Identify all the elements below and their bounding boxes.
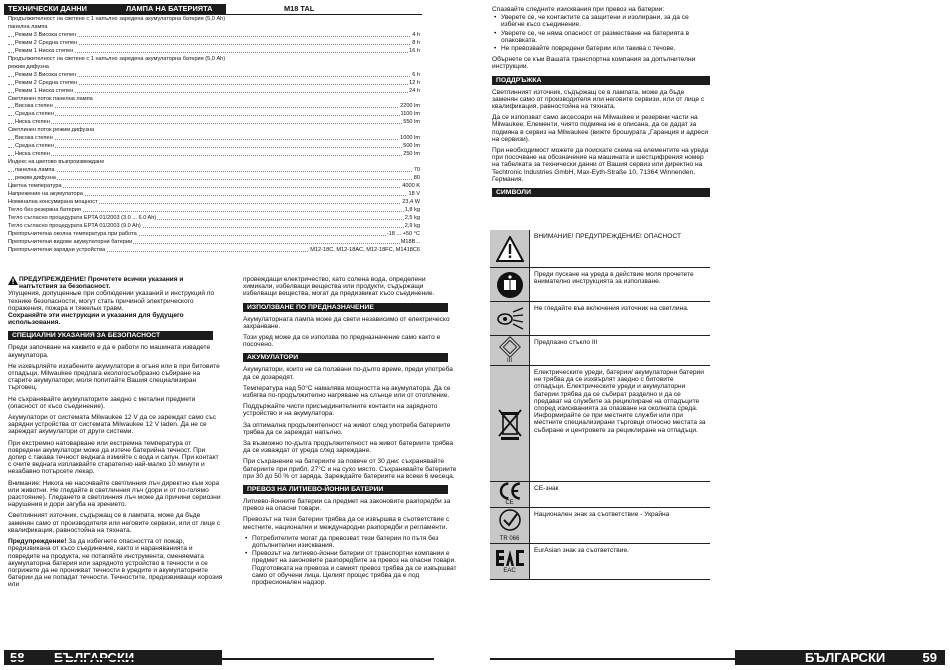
spec-label: Режим 1 Ниска степен — [15, 47, 74, 54]
transport-after: Обърнете се към Вашата транспортна компания за допълнителни инструкции. — [492, 56, 696, 71]
spec-value: M18B... — [400, 238, 420, 245]
spec-row — [8, 175, 420, 182]
spec-row — [8, 111, 420, 118]
symbol-description: CE-знак — [534, 485, 559, 492]
footer-rule-right — [490, 658, 740, 660]
spec-label: Ниска степен — [15, 151, 50, 158]
support-paragraph: Светлинният източник, съдържащ се в лампата, може да бъде заменян само от производителя или неговите сервизи, или от лице с квалификация, равностойна на тяхната. — [492, 88, 705, 111]
battery-paragraph: Поддържайте чисти присъединителните контакти на зарядното устройство и на акумулатора. — [243, 403, 438, 418]
battery-paragraph: За възможно по-дълга продължителност на живот батериите трябва да се изваждат от уреда след зареждане. — [243, 440, 454, 455]
safety-paragraph: Не изхвърляйте изхабените акумулатори в огъня или в при битовите отпадъци. Milwaukee предлага екологосъобразно събиране на старите акумулатори; моля попитайте Вашия специализиран търговец. — [8, 362, 220, 392]
spec-label: Режим 1 Ниска степен — [15, 87, 74, 94]
spec-row — [8, 231, 420, 238]
spec-value: 24 h — [409, 87, 420, 94]
symbol-mark: CE — [505, 500, 514, 506]
column-2 — [243, 276, 458, 590]
symbol-description: Предпазно стъкло III — [534, 339, 598, 346]
symbol-row — [490, 482, 710, 508]
symbol-row — [490, 336, 710, 366]
spec-label: Тегло съгласно процедурата EPTA 01/2003 (9.0 Ah) — [8, 222, 141, 229]
spec-value: 18 V — [408, 190, 420, 197]
spec-value: 70 — [413, 167, 420, 174]
spec-label: Продължителност на светене с 1 напълно заредена акумулаторна батерия (5,0 Ah) — [8, 55, 226, 62]
spec-row — [8, 183, 420, 190]
warning-triangle-icon — [490, 230, 530, 267]
spec-row — [8, 96, 420, 103]
spec-label: Ниска степен — [15, 119, 50, 126]
spec-value: 250 lm — [403, 151, 420, 158]
li-paragraph: Превозът на тези батерии трябва да се извършва в съответствие с местните, национални и международни разпоредби и регламенти. — [243, 516, 450, 531]
symbols-table — [490, 230, 710, 580]
spec-value: 12 h — [409, 79, 420, 86]
spec-row — [8, 215, 420, 222]
bullet-item: • Уверете се, че контактите са защитени и изолирани, за да се избегне късо съединение. — [492, 14, 710, 28]
spec-label: Продължителност на светене с 1 напълно заредена акумулаторна батерия (5,0 Ah) — [8, 16, 226, 22]
spec-value: 1000 lm — [400, 135, 420, 142]
footer-right — [735, 650, 945, 665]
spec-row — [8, 199, 420, 206]
language-right: БЪЛГАРСКИ — [805, 650, 886, 665]
fire-warning: Предупреждение! За да избегнете опасността от пожар, предизвикана от късо съединение, както и нараняванията и повредите на продукта, не потапяйте инструмента, сменяемата акумулаторна батерия или зарядното устройство в течности и се погрижете да не проникват течности в уредите и акумулаторните батерии да не попадат течности. Течностите, предизвикващи корозия или — [8, 538, 223, 589]
symbol-row — [490, 302, 710, 336]
header-rule — [4, 14, 422, 15]
spec-row — [8, 64, 420, 71]
section-symbols: СИМВОЛИ — [492, 188, 710, 197]
spec-row — [8, 127, 420, 134]
symbol-description: Преди пускане на уреда в действие моля прочетете внимателно инструкцията за използване. — [534, 271, 694, 286]
spec-label: Висока степен — [15, 103, 53, 110]
spec-row — [8, 80, 420, 87]
symbol-description: Електрическите уреди, батерии/ акумулаторни батерии не трябва да се изхвърлят заедно с битовите отпадъци. Електрическите уреди и акумулаторни батерии трябва да се събират разделно и да се предават на службите за рециклиране на отпадъците според изискванията за опазване на околната среда. Информирайте се при местните служби или при местните специализирани търговци относно местата за събиране и центровете за рециклиране на отпадъци. — [534, 369, 706, 434]
spec-row — [8, 40, 420, 47]
col2-intro: провеждащи електричество, като солена вода, определени химикали, избелващи вещества или продукти, съдържащи избелващи вещества, могат да предизвикат късо съединение. — [243, 276, 435, 298]
bullet-item: • Уверете се, че няма опасност от разместване на батерията в опаковката. — [492, 30, 710, 44]
spec-row — [8, 88, 420, 95]
spec-row — [8, 24, 420, 31]
spec-label: Светлинен поток режим дифузна — [8, 127, 95, 134]
spec-value: 80 — [413, 175, 420, 181]
spec-label: Цветна температура — [8, 182, 62, 189]
battery-paragraph: Температура над 50°C намалява мощността на акумулатора. Да се избягва по-продължително нагряване на слънце или от отопление. — [243, 384, 451, 400]
symbol-mark: TR 066 — [499, 536, 520, 542]
warning-body: Упущения, допущенные при соблюдении указаний и инструкций по технике безопасности, могут стать причиной электрического поражения, пожара и тяжелых травм. — [8, 290, 215, 312]
spec-row — [8, 56, 420, 63]
spec-row — [8, 103, 420, 110]
spec-label: Номинална консумирана мощност — [8, 198, 98, 205]
safety-paragraph: Акумулатори от системата Milwaukee 12 V да се зареждат само със зарядни устройства от системата Milwaukee 12 V laden. Да не се зареждат акумулатори от други системи. — [8, 414, 217, 436]
class-three-icon — [490, 336, 530, 365]
warning-keep: Сохраняйте эти инструкции и указания для будущего использования. — [8, 312, 184, 327]
symbol-row — [490, 230, 710, 268]
footer-rule-left — [4, 658, 434, 660]
support-paragraph: Да се използват само аксесоари на Milwaukee и резервни части на Milwaukee. Елементи, чиято подмяна не е описана, да се дадат за подмяна в сервиз на Milwaukee (вижте брошурата „Гаранция и адреси на сервизи). — [492, 114, 709, 143]
symbol-description: Национален знак за съответствие - Украйна — [534, 511, 670, 518]
safety-paragraph: Преди започване на каквито е да е работи по машината извадете акумулатора. — [8, 344, 211, 359]
spec-row — [8, 167, 420, 174]
spec-row — [8, 159, 420, 166]
spec-label: режим дифузна — [15, 175, 56, 181]
spec-value: 23,4 W — [402, 198, 420, 205]
spec-row — [8, 143, 420, 150]
column-1 — [8, 276, 223, 593]
bullet-item: • Превозът на литиево-йонни батерии от транспортни компании е предмет на законовите разпоредбите за превоз на опасни товари. Подготовката на превоза и самият превоз трябва да се извършват само от обучени лица. Целият процес трябва да е под професионален надзор. — [243, 550, 458, 586]
spec-value: -18 ... +50 °C — [386, 230, 420, 237]
spec-label: Средна степен — [15, 111, 54, 118]
spec-row — [8, 135, 420, 142]
spec-value: 6 h — [412, 71, 420, 78]
spec-label: Режим 2 Средна степен — [15, 79, 78, 86]
spec-value: 2200 lm — [400, 103, 420, 110]
battery-paragraph: Акумулатори, които не са ползвани по-дълго време, преди употреба да се дозаредят. — [243, 366, 453, 381]
spec-value: 8 h — [412, 39, 420, 46]
spec-row — [8, 16, 420, 23]
spec-label: Препоръчителни видове акумулаторни батерии — [8, 238, 133, 245]
bullet-item: • Не превозвайте повредени батерии или такива с течове. — [492, 45, 710, 52]
battery-paragraph: При съхранение на батериите за повече от 30 дни: съхранявайте батериите при прибл. 27°C и на сухо място. Съхранявайте батериите при 30 до 50 % от заряда. Зареждайте батериите на всеки 6 месеца. — [243, 458, 457, 480]
spec-row — [8, 247, 420, 254]
spec-value: 500 lm — [403, 143, 420, 150]
spec-label: Висока степен — [15, 135, 53, 142]
symbol-row — [490, 544, 710, 580]
safety-paragraph: Не съхранявайте акумулаторите заедно с метални предмети (опасност от късо съединение). — [8, 395, 196, 410]
spec-label: Режим 2 Средна степен — [15, 39, 78, 46]
symbol-description: EurAsian знак за съответствие. — [534, 547, 629, 554]
warning-triangle-icon — [8, 276, 18, 285]
spec-value: 16 h — [409, 47, 420, 54]
ukraine-conformity-icon — [490, 508, 530, 543]
spec-label: Средна степен — [15, 143, 54, 150]
spec-value: 1100 lm — [400, 111, 420, 118]
spec-label: Препоръчителна околна температура при работа — [8, 230, 137, 237]
spec-label: Индекс на цветово възпроизвеждане — [8, 159, 105, 166]
weee-bin-icon — [490, 366, 530, 481]
spec-label: панелна лампа — [8, 23, 48, 30]
spec-row — [8, 239, 420, 246]
spec-label: Тегло съгласно процедурата EPTA 01/2003 (3.0 ... 6.0 Ah) — [8, 214, 157, 221]
battery-paragraph: За оптимална продължителност на живот след употреба батериите трябва да се зареждат напълно. — [243, 421, 451, 436]
support-paragraph: При необходимост можете да поискате схема на елементите на уреда при посочване на обозначение на машината и шестцифрения номер на табелката за технически данни от Вашия сервиз или директно на Techtronic Industries GmbH, Max-Eyth-Straße 10, 71364 Winnenden, Германия. — [492, 147, 709, 183]
spec-row — [8, 72, 420, 79]
tech-data-header: ТЕХНИЧЕСКИ ДАННИ — [4, 4, 226, 14]
spec-value: 2,5 kg — [404, 214, 420, 221]
spec-label: Тегло без резервна батерия — [8, 206, 81, 213]
spec-label: Светлинен поток панелна лампа — [8, 95, 93, 102]
spec-row — [8, 119, 420, 126]
spec-value: 550 lm — [403, 119, 420, 126]
use-paragraph: Този уред може да се използва по предназначение само както е посочено. — [243, 334, 441, 349]
bullet-item: • Потребителите могат да превозват тези батерии по пътя без допълнителни изисквания. — [243, 535, 458, 549]
spec-value: 4 h — [412, 31, 420, 38]
symbol-description: Не гледайте във включения източник на светлина. — [534, 305, 689, 312]
section-support: ПОДДРЪЖКА — [492, 76, 710, 85]
model-name: M18 TAL — [284, 4, 315, 13]
use-paragraph: Акумулаторната лампа може да свети независимо от електрическо захранване. — [243, 315, 450, 330]
spec-row — [8, 207, 420, 214]
lamp-header: ЛАМПА НА БАТЕРИЯТА — [126, 4, 213, 13]
spec-label: режим дифузна — [8, 63, 49, 70]
spec-value: M12-18C, M12-18AC, M12-18FC, M1418C6 — [310, 246, 420, 253]
spec-value: 1,8 kg — [404, 206, 420, 213]
warning-title: ПРЕДУПРЕЖДЕНИЕ! Прочетете всички указания и напътствия за безопасност. — [19, 276, 184, 291]
spec-row — [8, 223, 420, 230]
spec-row — [8, 48, 420, 55]
spec-label: Режим 3 Висока степен — [15, 31, 77, 38]
spec-value: 4000 K — [402, 182, 420, 189]
spec-label: Препоръчителни зарядни устройства — [8, 246, 106, 253]
transport-intro: Спазвайте следните изисквания при превоз на батерии: — [492, 6, 665, 13]
page-number-left: 58 — [10, 650, 25, 665]
eac-mark-icon — [490, 544, 530, 579]
spec-row — [8, 32, 420, 39]
symbol-row — [490, 366, 710, 482]
page-number-right: 59 — [922, 650, 937, 665]
symbol-row — [490, 268, 710, 302]
symbol-description: ВНИМАНИЕ! ПРЕДУПРЕЖДЕНИЕ! ОПАСНОСТ — [534, 233, 682, 240]
safety-paragraph: Внимание: Никога не насочвайте светлинния лъч директно към хора или животни. Не гледайте в светлинния лъч (дори и от по-голямо разстояние). Гледането в светлинния лъч може да причини сериозни нарушения и дори загуба на зрението. — [8, 479, 221, 509]
section-intended-use: ИЗПОЛЗВАНЕ ПО ПРЕДНАЗНАЧЕНИЕ — [243, 303, 448, 312]
ce-mark-icon — [490, 482, 530, 507]
safety-paragraph: При екстремно натоварване или екстремна температура от повредени акумулатори може да изтече батерийна течност. При допир с такава течност веднага измийте с вода и сапун. При контакт с очите веднага изплаквайте старателно най-малко 10 минути и незабавно потърсете лекар. — [8, 439, 219, 476]
no-stare-light-icon — [490, 302, 530, 335]
spec-label: Напрежение на акумулатора — [8, 190, 83, 197]
safety-paragraph: Светлинният източник, съдържащ се в лампата, може да бъде заменян само от производителя или неговите сервизи, или от лице с квалификация, равностойна на тяхната. — [8, 512, 221, 534]
spec-row — [8, 191, 420, 198]
column-3 — [492, 6, 710, 201]
spec-label: панелна лампа — [15, 167, 55, 174]
spec-value: 2,9 kg — [404, 222, 420, 229]
symbol-mark: III — [506, 358, 512, 364]
section-batteries: АКУМУЛАТОРИ — [243, 353, 448, 362]
symbol-row — [490, 508, 710, 544]
read-manual-icon — [490, 268, 530, 301]
li-paragraph: Литиево-йонните батерии са предмет на законовите разпоредби за превоз на опасни товари. — [243, 498, 451, 513]
symbol-mark: EAC — [503, 568, 516, 574]
language-left: БЪЛГАРСКИ — [54, 650, 135, 665]
section-safety: СПЕЦИАЛНИ УКАЗАНИЯ ЗА БЕЗОПАСНОСТ — [8, 331, 213, 340]
spec-row — [8, 151, 420, 158]
section-li-transport: ПРЕВОЗ НА ЛИТИЕВО-ЙОННИ БАТЕРИИ — [243, 485, 448, 494]
spec-label: Режим 3 Висока степен — [15, 71, 77, 78]
